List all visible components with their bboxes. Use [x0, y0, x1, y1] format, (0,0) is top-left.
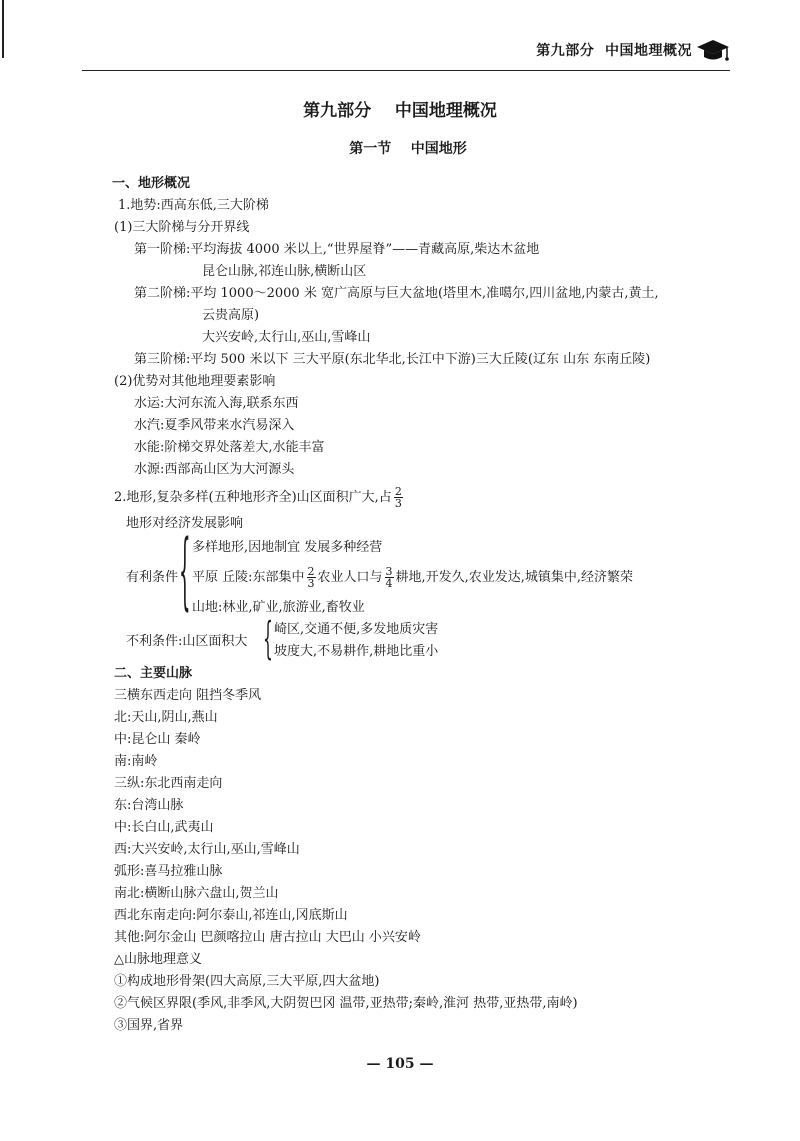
list-item: 弧形:喜马拉雅山脉: [114, 864, 223, 879]
text-line: 1.地势:西高东低,三大阶梯: [118, 198, 269, 213]
list-item: 南北:横断山脉六盘山,贺兰山: [114, 886, 279, 901]
text-line-with-fraction: [192, 566, 633, 589]
list-item: ①构成地形骨架(四大高原,三大平原,四大盆地): [114, 974, 380, 989]
unfavorable-label: 不利条件:山区面积大: [126, 634, 248, 649]
text-line: 云贵高原): [202, 308, 260, 323]
text-line: (1)三大阶梯与分开界线: [114, 220, 250, 235]
list-item: ②气候区界限(季风,非季风,大阴贺巴冈 温带,亚热带;秦岭,淮河 热带,亚热带,南岭): [114, 996, 578, 1011]
text-line: 崎区,交通不便,多发地质灾害: [274, 622, 439, 637]
text-line: 水能:阶梯交界处落差大,水能丰富: [134, 440, 325, 455]
page-number: — 105 —: [366, 1056, 434, 1072]
fraction-denominator: 3: [394, 497, 402, 510]
graduation-cap-icon: [696, 36, 730, 64]
text-line: 第一阶梯:平均海拔 4000 米以上,“世界屋脊”——青藏高原,柴达木盆地: [134, 242, 540, 257]
running-header-text: 第九部分 中国地理概况: [536, 43, 692, 59]
list-item: 北:天山,阴山,燕山: [114, 710, 218, 725]
scan-edge-mark: [2, 0, 4, 58]
text-line: 昆仑山脉,祁连山脉,横断山区: [202, 264, 367, 279]
list-item: 东:台湾山脉: [114, 798, 184, 813]
list-item: ③国界,省界: [114, 1018, 184, 1033]
text-line: (2)优势对其他地理要素影响: [114, 374, 276, 389]
text-line: 水运:大河东流入海,联系东西: [134, 396, 299, 411]
text-line: 地形对经济发展影响: [126, 516, 244, 531]
section-heading: 一、地形概况: [112, 176, 191, 191]
text-segment: 2.地形,复杂多样(五种地形齐全)山区面积广大,占: [114, 490, 392, 505]
left-brace-icon: {: [179, 525, 191, 622]
fraction-denominator: 4: [385, 577, 393, 590]
text-line: 第二阶梯:平均 1000～2000 米 宽广高原与巨大盆地(塔里木,准噶尔,四川盆地,内蒙古,黄土,: [134, 286, 659, 301]
list-item: 中:长白山,武夷山: [114, 820, 214, 835]
list-item: 三纵:东北西南走向: [114, 776, 223, 791]
running-header: [82, 32, 730, 71]
fraction: [307, 566, 316, 589]
fraction-denominator: 3: [307, 577, 315, 590]
text-line: 大兴安岭,太行山,巫山,雪峰山: [202, 330, 371, 345]
fraction-numerator: 2: [394, 485, 402, 498]
fraction-numerator: 3: [385, 565, 393, 578]
list-item: 其他:阿尔金山 巴颜喀拉山 唐古拉山 大巴山 小兴安岭: [114, 930, 421, 945]
text-segment: 农业人口与: [317, 570, 383, 585]
page-title: 第九部分 中国地理概况: [303, 101, 497, 121]
fraction: [394, 486, 403, 509]
list-item: △山脉地理意义: [114, 952, 202, 967]
text-line: 坡度大,不易耕作,耕地比重小: [274, 644, 439, 659]
list-item: 南:南岭: [114, 754, 158, 769]
list-item: 三横东西走向 阻挡冬季风: [114, 688, 262, 703]
section-subtitle: 第一节 中国地形: [349, 141, 467, 157]
left-brace-icon: {: [263, 614, 273, 666]
list-item: 西北东南走向:阿尔泰山,祁连山,冈底斯山: [114, 908, 348, 923]
section-heading: 二、主要山脉: [114, 666, 193, 681]
text-line: 水汽:夏季风带来水汽易深入: [134, 418, 295, 433]
list-item: 西:大兴安岭,太行山,巫山,雪峰山: [114, 842, 300, 857]
favorable-label: 有利条件: [126, 570, 179, 585]
text-line: 多样地形,因地制宜 发展多种经营: [192, 540, 383, 555]
text-line-with-fraction: [114, 486, 405, 509]
text-line: 水源:西部高山区为大河源头: [134, 462, 295, 477]
text-line: 第三阶梯:平均 500 米以下 三大平原(东北华北,长江中下游)三大丘陵(辽东 山东 东南丘陵): [134, 352, 651, 367]
text-segment: 耕地,开发久,农业发达,城镇集中,经济繁荣: [395, 570, 634, 585]
text-line: 山地:林业,矿业,旅游业,畜牧业: [192, 600, 365, 615]
list-item: 中:昆仑山 秦岭: [114, 732, 201, 747]
fraction-numerator: 2: [307, 565, 315, 578]
text-segment: 平原 丘陵:东部集中: [192, 570, 305, 585]
fraction: [385, 566, 394, 589]
